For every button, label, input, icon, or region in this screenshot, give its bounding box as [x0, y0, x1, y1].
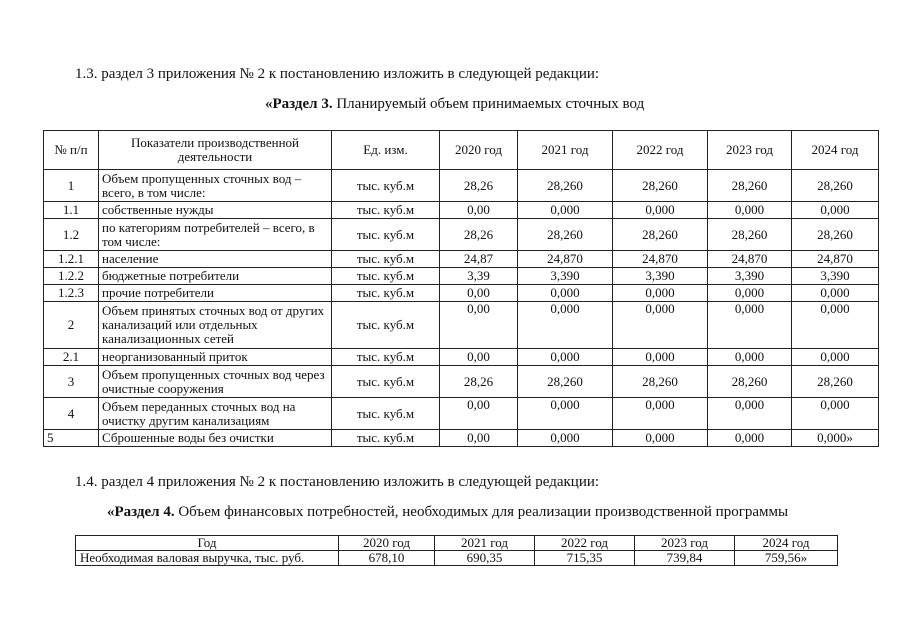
value-2024: 0,000 — [792, 285, 879, 302]
table-row — [44, 302, 879, 349]
value-2021: 0,000 — [518, 349, 613, 366]
value-2020: 28,26 — [440, 219, 518, 251]
value-2020: 3,39 — [440, 268, 518, 285]
wastewater-volume-table — [43, 130, 879, 447]
value-2022: 0,000 — [613, 302, 708, 349]
section-4-title-bold: «Раздел 4. — [107, 504, 175, 520]
value-2024: 24,870 — [792, 251, 879, 268]
row-unit: тыс. куб.м — [332, 170, 440, 202]
value-2020: 0,00 — [440, 430, 518, 447]
value-2022: 3,390 — [613, 268, 708, 285]
section-3-title-bold: «Раздел 3. — [265, 96, 333, 112]
table-row — [44, 366, 879, 398]
table-header-row — [76, 536, 838, 551]
value-2022: 28,260 — [613, 219, 708, 251]
value-2022: 0,000 — [613, 202, 708, 219]
value-2024: 3,390 — [792, 268, 879, 285]
row-name: прочие потребители — [99, 285, 332, 302]
value-2020: 0,00 — [440, 302, 518, 349]
table-row — [44, 285, 879, 302]
row-name: Объем пропущенных сточных вод через очистные сооружения — [99, 366, 332, 398]
value-2021: 690,35 — [435, 551, 535, 566]
value-2024: 0,000» — [792, 430, 879, 447]
header-2022: 2022 год — [535, 536, 635, 551]
value-2023: 0,000 — [708, 302, 792, 349]
header-2020: 2020 год — [440, 131, 518, 170]
row-name: собственные нужды — [99, 202, 332, 219]
value-2021: 28,260 — [518, 170, 613, 202]
value-2020: 28,26 — [440, 366, 518, 398]
value-2023: 28,260 — [708, 170, 792, 202]
table-row — [76, 551, 838, 566]
value-2021: 0,000 — [518, 285, 613, 302]
value-2022: 0,000 — [613, 398, 708, 430]
value-2024: 0,000 — [792, 398, 879, 430]
row-num: 1.2.1 — [44, 251, 99, 268]
row-unit: тыс. куб.м — [332, 285, 440, 302]
value-2024: 28,260 — [792, 366, 879, 398]
section-3-title-rest: Планируемый объем принимаемых сточных вод — [332, 96, 645, 112]
table-row — [44, 251, 879, 268]
value-2021: 28,260 — [518, 366, 613, 398]
table-row — [44, 268, 879, 285]
value-2021: 28,260 — [518, 219, 613, 251]
value-2023: 3,390 — [708, 268, 792, 285]
row-num: 1.1 — [44, 202, 99, 219]
value-2022: 24,870 — [613, 251, 708, 268]
row-unit: тыс. куб.м — [332, 430, 440, 447]
row-name: Объем принятых сточных вод от других канализаций или отдельных канализационных сетей — [99, 302, 332, 349]
row-name: Объем переданных сточных вод на очистку другим канализациям — [99, 398, 332, 430]
value-2020: 24,87 — [440, 251, 518, 268]
value-2021: 3,390 — [518, 268, 613, 285]
row-name: бюджетные потребители — [99, 268, 332, 285]
value-2021: 0,000 — [518, 398, 613, 430]
row-num: 1.2.3 — [44, 285, 99, 302]
section-3-title — [265, 96, 644, 113]
row-num: 3 — [44, 366, 99, 398]
row-name: Объем пропущенных сточных вод – всего, в том числе: — [99, 170, 332, 202]
section-4-title — [107, 504, 788, 521]
value-2023: 0,000 — [708, 398, 792, 430]
value-2022: 28,260 — [613, 170, 708, 202]
header-2023: 2023 год — [708, 131, 792, 170]
value-2023: 0,000 — [708, 349, 792, 366]
value-2023: 739,84 — [635, 551, 735, 566]
value-2022: 0,000 — [613, 430, 708, 447]
value-2022: 0,000 — [613, 285, 708, 302]
header-2024: 2024 год — [735, 536, 838, 551]
value-2020: 0,00 — [440, 349, 518, 366]
value-2024: 0,000 — [792, 349, 879, 366]
header-2022: 2022 год — [613, 131, 708, 170]
header-num: № п/п — [44, 131, 99, 170]
row-num: 4 — [44, 398, 99, 430]
row-unit: тыс. куб.м — [332, 268, 440, 285]
value-2023: 0,000 — [708, 202, 792, 219]
table-row — [44, 202, 879, 219]
value-2024: 0,000 — [792, 202, 879, 219]
value-2022: 28,260 — [613, 366, 708, 398]
row-unit: тыс. куб.м — [332, 302, 440, 349]
row-num: 1.2.2 — [44, 268, 99, 285]
row-name: население — [99, 251, 332, 268]
row-num: 1 — [44, 170, 99, 202]
value-2021: 24,870 — [518, 251, 613, 268]
section-4-title-rest: Объем финансовых потребностей, необходимых для реализации производственной программы — [174, 504, 789, 520]
value-2023: 28,260 — [708, 366, 792, 398]
header-2023: 2023 год — [635, 536, 735, 551]
row-name: неорганизованный приток — [99, 349, 332, 366]
section-1-3-intro: 1.3. раздел 3 приложения № 2 к постановлению изложить в следующей редакции: — [75, 66, 600, 82]
row-num: 5 — [44, 430, 99, 447]
row-unit: тыс. куб.м — [332, 349, 440, 366]
row-unit: тыс. куб.м — [332, 219, 440, 251]
header-2024: 2024 год — [792, 131, 879, 170]
value-2021: 0,000 — [518, 430, 613, 447]
value-2021: 0,000 — [518, 302, 613, 349]
value-2020: 0,00 — [440, 398, 518, 430]
row-num: 2 — [44, 302, 99, 349]
header-2021: 2021 год — [435, 536, 535, 551]
header-year: Год — [76, 536, 339, 551]
table-row — [44, 219, 879, 251]
value-2020: 678,10 — [339, 551, 435, 566]
value-2023: 28,260 — [708, 219, 792, 251]
row-num: 1.2 — [44, 219, 99, 251]
row-unit: тыс. куб.м — [332, 251, 440, 268]
section-1-4-intro: 1.4. раздел 4 приложения № 2 к постановлению изложить в следующей редакции: — [75, 474, 600, 490]
header-indicator: Показатели производственной деятельности — [99, 131, 332, 170]
value-2023: 0,000 — [708, 430, 792, 447]
value-2022: 715,35 — [535, 551, 635, 566]
value-2023: 24,870 — [708, 251, 792, 268]
row-name: Сброшенные воды без очистки — [99, 430, 332, 447]
row-unit: тыс. куб.м — [332, 398, 440, 430]
row-unit: тыс. куб.м — [332, 366, 440, 398]
value-2024: 28,260 — [792, 170, 879, 202]
table-header-row — [44, 131, 879, 170]
row-unit: тыс. куб.м — [332, 202, 440, 219]
header-unit: Ед. изм. — [332, 131, 440, 170]
value-2021: 0,000 — [518, 202, 613, 219]
value-2024: 759,56» — [735, 551, 838, 566]
table-row — [44, 398, 879, 430]
row-num: 2.1 — [44, 349, 99, 366]
value-2020: 28,26 — [440, 170, 518, 202]
value-2020: 0,00 — [440, 285, 518, 302]
value-2024: 0,000 — [792, 302, 879, 349]
table-row — [44, 349, 879, 366]
financial-needs-table — [75, 535, 838, 566]
value-2023: 0,000 — [708, 285, 792, 302]
header-2020: 2020 год — [339, 536, 435, 551]
value-2024: 28,260 — [792, 219, 879, 251]
row-name: по категориям потребителей – всего, в том числе: — [99, 219, 332, 251]
value-2022: 0,000 — [613, 349, 708, 366]
value-2020: 0,00 — [440, 202, 518, 219]
table-row — [44, 170, 879, 202]
table-row — [44, 430, 879, 447]
row-name: Необходимая валовая выручка, тыс. руб. — [76, 551, 339, 566]
header-2021: 2021 год — [518, 131, 613, 170]
